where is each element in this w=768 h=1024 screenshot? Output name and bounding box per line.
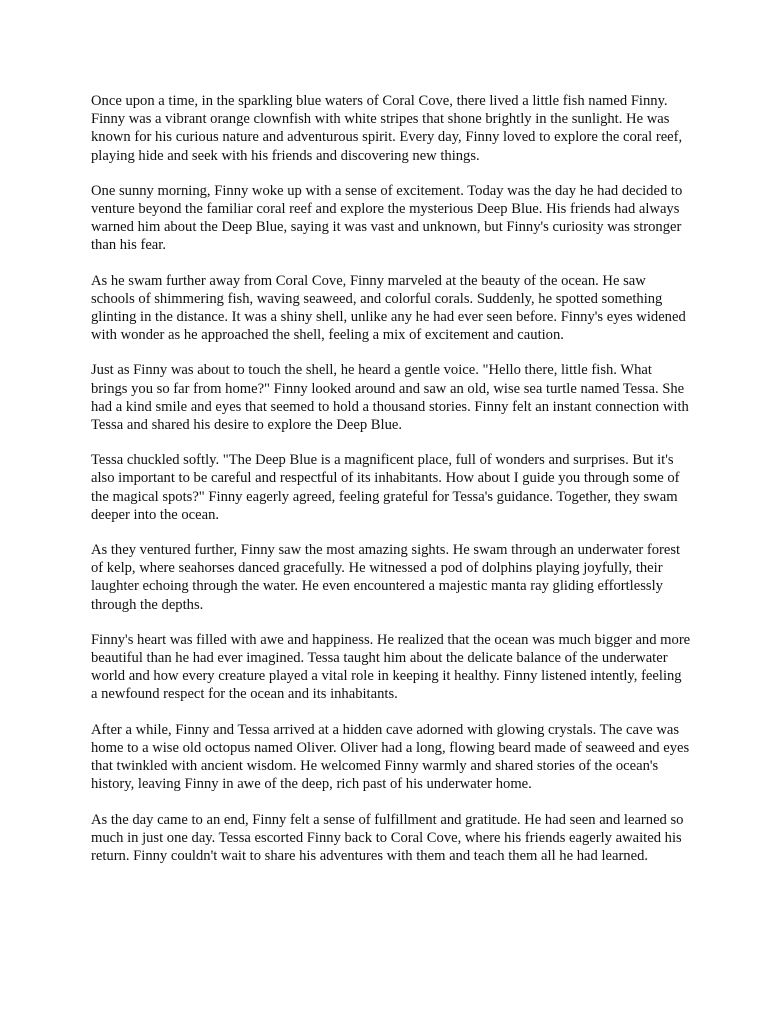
paragraph-1: Once upon a time, in the sparkling blue waters of Coral Cove, there lived a little fish named Finny. Finny was a vibrant orange clownfish with white stripes that shone brightly in the sunlight. He was known for his curious nature and adventurous spirit. Every day, Finny loved to explore the coral reef, playing hide and seek with his friends and discovering new things. bbox=[91, 93, 683, 164]
story-body bbox=[91, 92, 691, 882]
paragraph-6: As they ventured further, Finny saw the most amazing sights. He swam through an underwater forest of kelp, where seahorses danced gracefully. He witnessed a pod of dolphins playing joyfully, their laughter echoing through the water. He even encountered a majestic manta ray gliding effortlessly through the depths. bbox=[91, 542, 681, 613]
paragraph-8: After a while, Finny and Tessa arrived at a hidden cave adorned with glowing crystals. The cave was home to a wise old octopus named Oliver. Oliver had a long, flowing beard made of seaweed and eyes that twinkled with ancient wisdom. He welcomed Finny warmly and shared stories of the ocean's history, leaving Finny in awe of the deep, rich past of his underwater home. bbox=[91, 721, 690, 793]
paragraph-3: As he swam further away from Coral Cove, Finny marveled at the beauty of the ocean. He saw schools of shimmering fish, waving seaweed, and colorful corals. Suddenly, he spotted something glinting in the distance. It was a shiny shell, unlike any he had ever seen before. Finny's eyes widened with wonder as he approached the shell, feeling a mix of excitement and caution. bbox=[91, 272, 686, 344]
paragraph-9: As the day came to an end, Finny felt a sense of fulfillment and gratitude. He had seen and learned so much in just one day. Tessa escorted Finny back to Coral Cove, where his friends eagerly awaited his return. Finny couldn't wait to share his adventures with them and teach them all he had learned. bbox=[91, 811, 684, 864]
paragraph-5: Tessa chuckled softly. "The Deep Blue is a magnificent place, full of wonders and surprises. But it's also important to be careful and respectful of its inhabitants. How about I guide you through some of the magical spots?" Finny eagerly agreed, feeling grateful for Tessa's guidance. Together, they swam deeper into the ocean. bbox=[91, 452, 680, 523]
paragraph-2: One sunny morning, Finny woke up with a sense of excitement. Today was the day he had decided to venture beyond the familiar coral reef and explore the mysterious Deep Blue. His friends had always warned him about the Deep Blue, saying it was vast and unknown, but Finny's curiosity was stronger than his fear. bbox=[91, 182, 683, 254]
paragraph-4: Just as Finny was about to touch the shell, he heard a gentle voice. "Hello there, little fish. What brings you so far from home?" Finny looked around and saw an old, wise sea turtle named Tessa. She had a kind smile and eyes that seemed to hold a thousand stories. Finny felt an instant connection with Tessa and shared his desire to explore the Deep Blue. bbox=[91, 362, 689, 434]
paragraph-7: Finny's heart was filled with awe and happiness. He realized that the ocean was much bigger and more beautiful than he had ever imagined. Tessa taught him about the delicate balance of the underwater world and how every creature played a vital role in keeping it healthy. Finny listened intently, feeling a newfound respect for the ocean and its inhabitants. bbox=[91, 631, 691, 703]
